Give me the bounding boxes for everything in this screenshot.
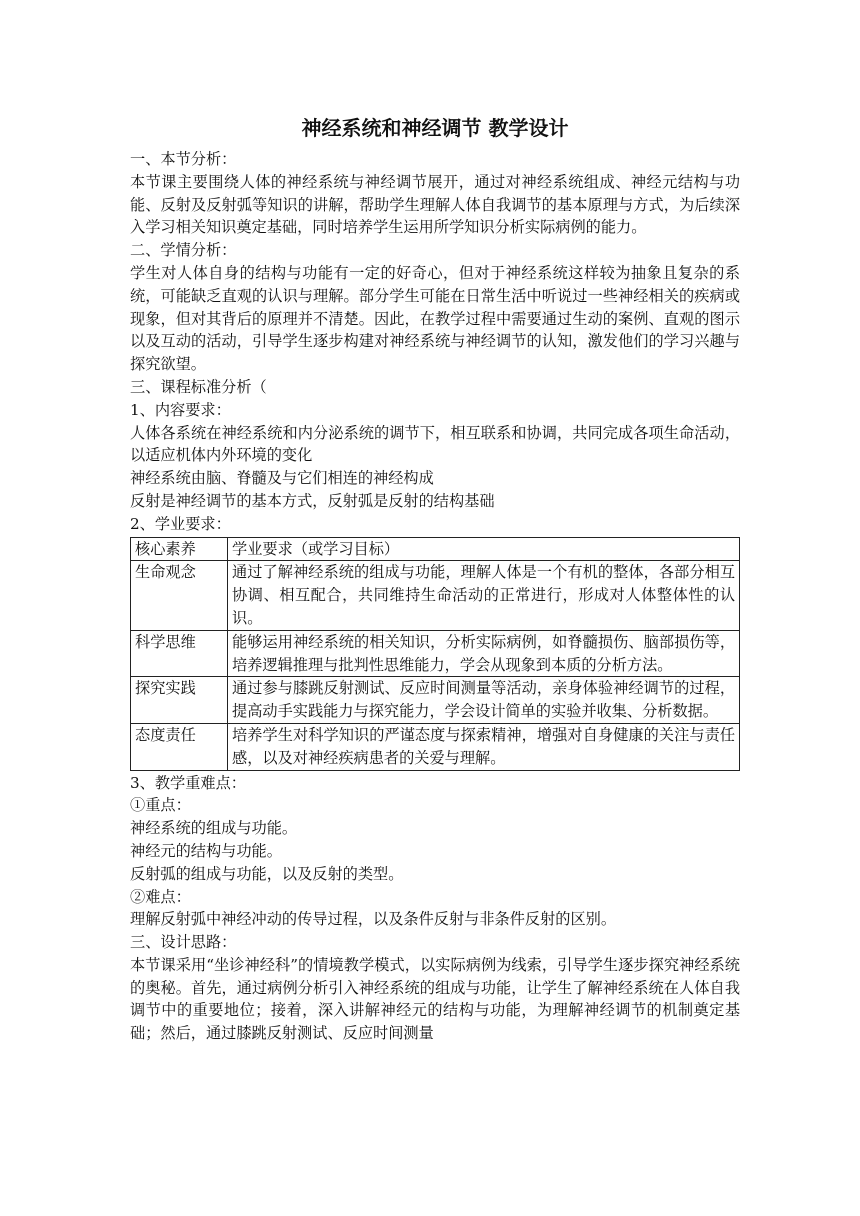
table-row (131, 630, 740, 677)
requirement-cell: 通过参与膝跳反射测试、反应时间测量等活动，亲身体验神经调节的过程，提高动手实践能力与探究能力，学会设计简单的实验并收集、分析数据。 (228, 677, 740, 724)
difficult-points-label: ②难点： (130, 887, 191, 906)
competency-cell: 生命观念 (131, 561, 228, 630)
key-points-label: ①重点： (130, 796, 191, 815)
competency-cell: 态度责任 (131, 723, 228, 770)
section-heading-design: 三、设计思路： (130, 933, 237, 952)
requirement-cell: 通过了解神经系统的组成与功能，理解人体是一个有机的整体，各部分相互协调、相互配合，共同维持生命活动的正常进行，形成对人体整体性的认识。 (228, 561, 740, 630)
table-header-row (131, 537, 740, 561)
key-point: 反射弧的组成与功能，以及反射的类型。 (130, 864, 404, 883)
subheading-content-requirements: 1、内容要求： (130, 400, 231, 419)
key-point: 神经元的结构与功能。 (130, 841, 282, 860)
subheading-academic-requirements: 2、学业要求： (130, 514, 231, 533)
table-row (131, 723, 740, 770)
section-text-analysis: 本节课主要围绕人体的神经系统与神经调节展开，通过对神经系统组成、神经元结构与功能、反射及反射弧等知识的讲解，帮助学生理解人体自我调节的基本原理与方式，为后续深入学习相关知识奠定基础，同时培养学生运用所学知识分析实际病例的能力。 (130, 172, 740, 237)
requirements-table (130, 537, 740, 771)
section-text-students: 学生对人体自身的结构与功能有一定的好奇心，但对于神经系统这样较为抽象且复杂的系统，可能缺乏直观的认识与理解。部分学生可能在日常生活中听说过一些神经相关的疾病或现象，但对其背后的原理并不清楚。因此，在教学过程中需要通过生动的案例、直观的图示以及互动的活动，引导学生逐步构建对神经系统与神经调节的认知，激发他们的学习兴趣与探究欲望。 (130, 263, 740, 374)
content-requirement: 神经系统由脑、脊髓及与它们相连的神经构成 (130, 469, 434, 488)
subheading-key-difficult-points: 3、教学重难点： (130, 773, 246, 792)
requirement-cell: 能够运用神经系统的相关知识，分析实际病例，如脊髓损伤、脑部损伤等，培养逻辑推理与批判性思维能力，学会从现象到本质的分析方法。 (228, 630, 740, 677)
table-header-cell: 学业要求（或学习目标） (228, 537, 740, 561)
key-point: 神经系统的组成与功能。 (130, 819, 298, 838)
document-page (130, 112, 740, 1045)
competency-cell: 探究实践 (131, 677, 228, 724)
section-heading-standards: 三、课程标准分析（ (130, 377, 267, 396)
document-title: 神经系统和神经调节 教学设计 (301, 116, 569, 140)
difficult-point: 理解反射弧中神经冲动的传导过程，以及条件反射与非条件反射的区别。 (130, 910, 616, 929)
table-row (131, 561, 740, 630)
competency-cell: 科学思维 (131, 630, 228, 677)
table-row (131, 677, 740, 724)
section-heading-students: 二、学情分析： (130, 241, 237, 260)
requirement-cell: 培养学生对科学知识的严谨态度与探索精神，增强对自身健康的关注与责任感，以及对神经疾病患者的关爱与理解。 (228, 723, 740, 770)
section-text-design: 本节课采用“坐诊神经科”的情境教学模式，以实际病例为线索，引导学生逐步探究神经系统的奥秘。首先，通过病例分析引入神经系统的组成与功能，让学生了解神经系统在人体自我调节中的重要地位；接着，深入讲解神经元的结构与功能，为理解神经调节的机制奠定基础；然后，通过膝跳反射测试、反应时间测量 (130, 955, 740, 1043)
content-requirement: 反射是神经调节的基本方式，反射弧是反射的结构基础 (130, 491, 495, 510)
content-requirement: 人体各系统在神经系统和内分泌系统的调节下，相互联系和协调，共同完成各项生命活动，以适应机体内外环境的变化 (130, 423, 740, 465)
table-header-cell: 核心素养 (131, 537, 228, 561)
section-heading-analysis: 一、本节分析： (130, 150, 237, 168)
